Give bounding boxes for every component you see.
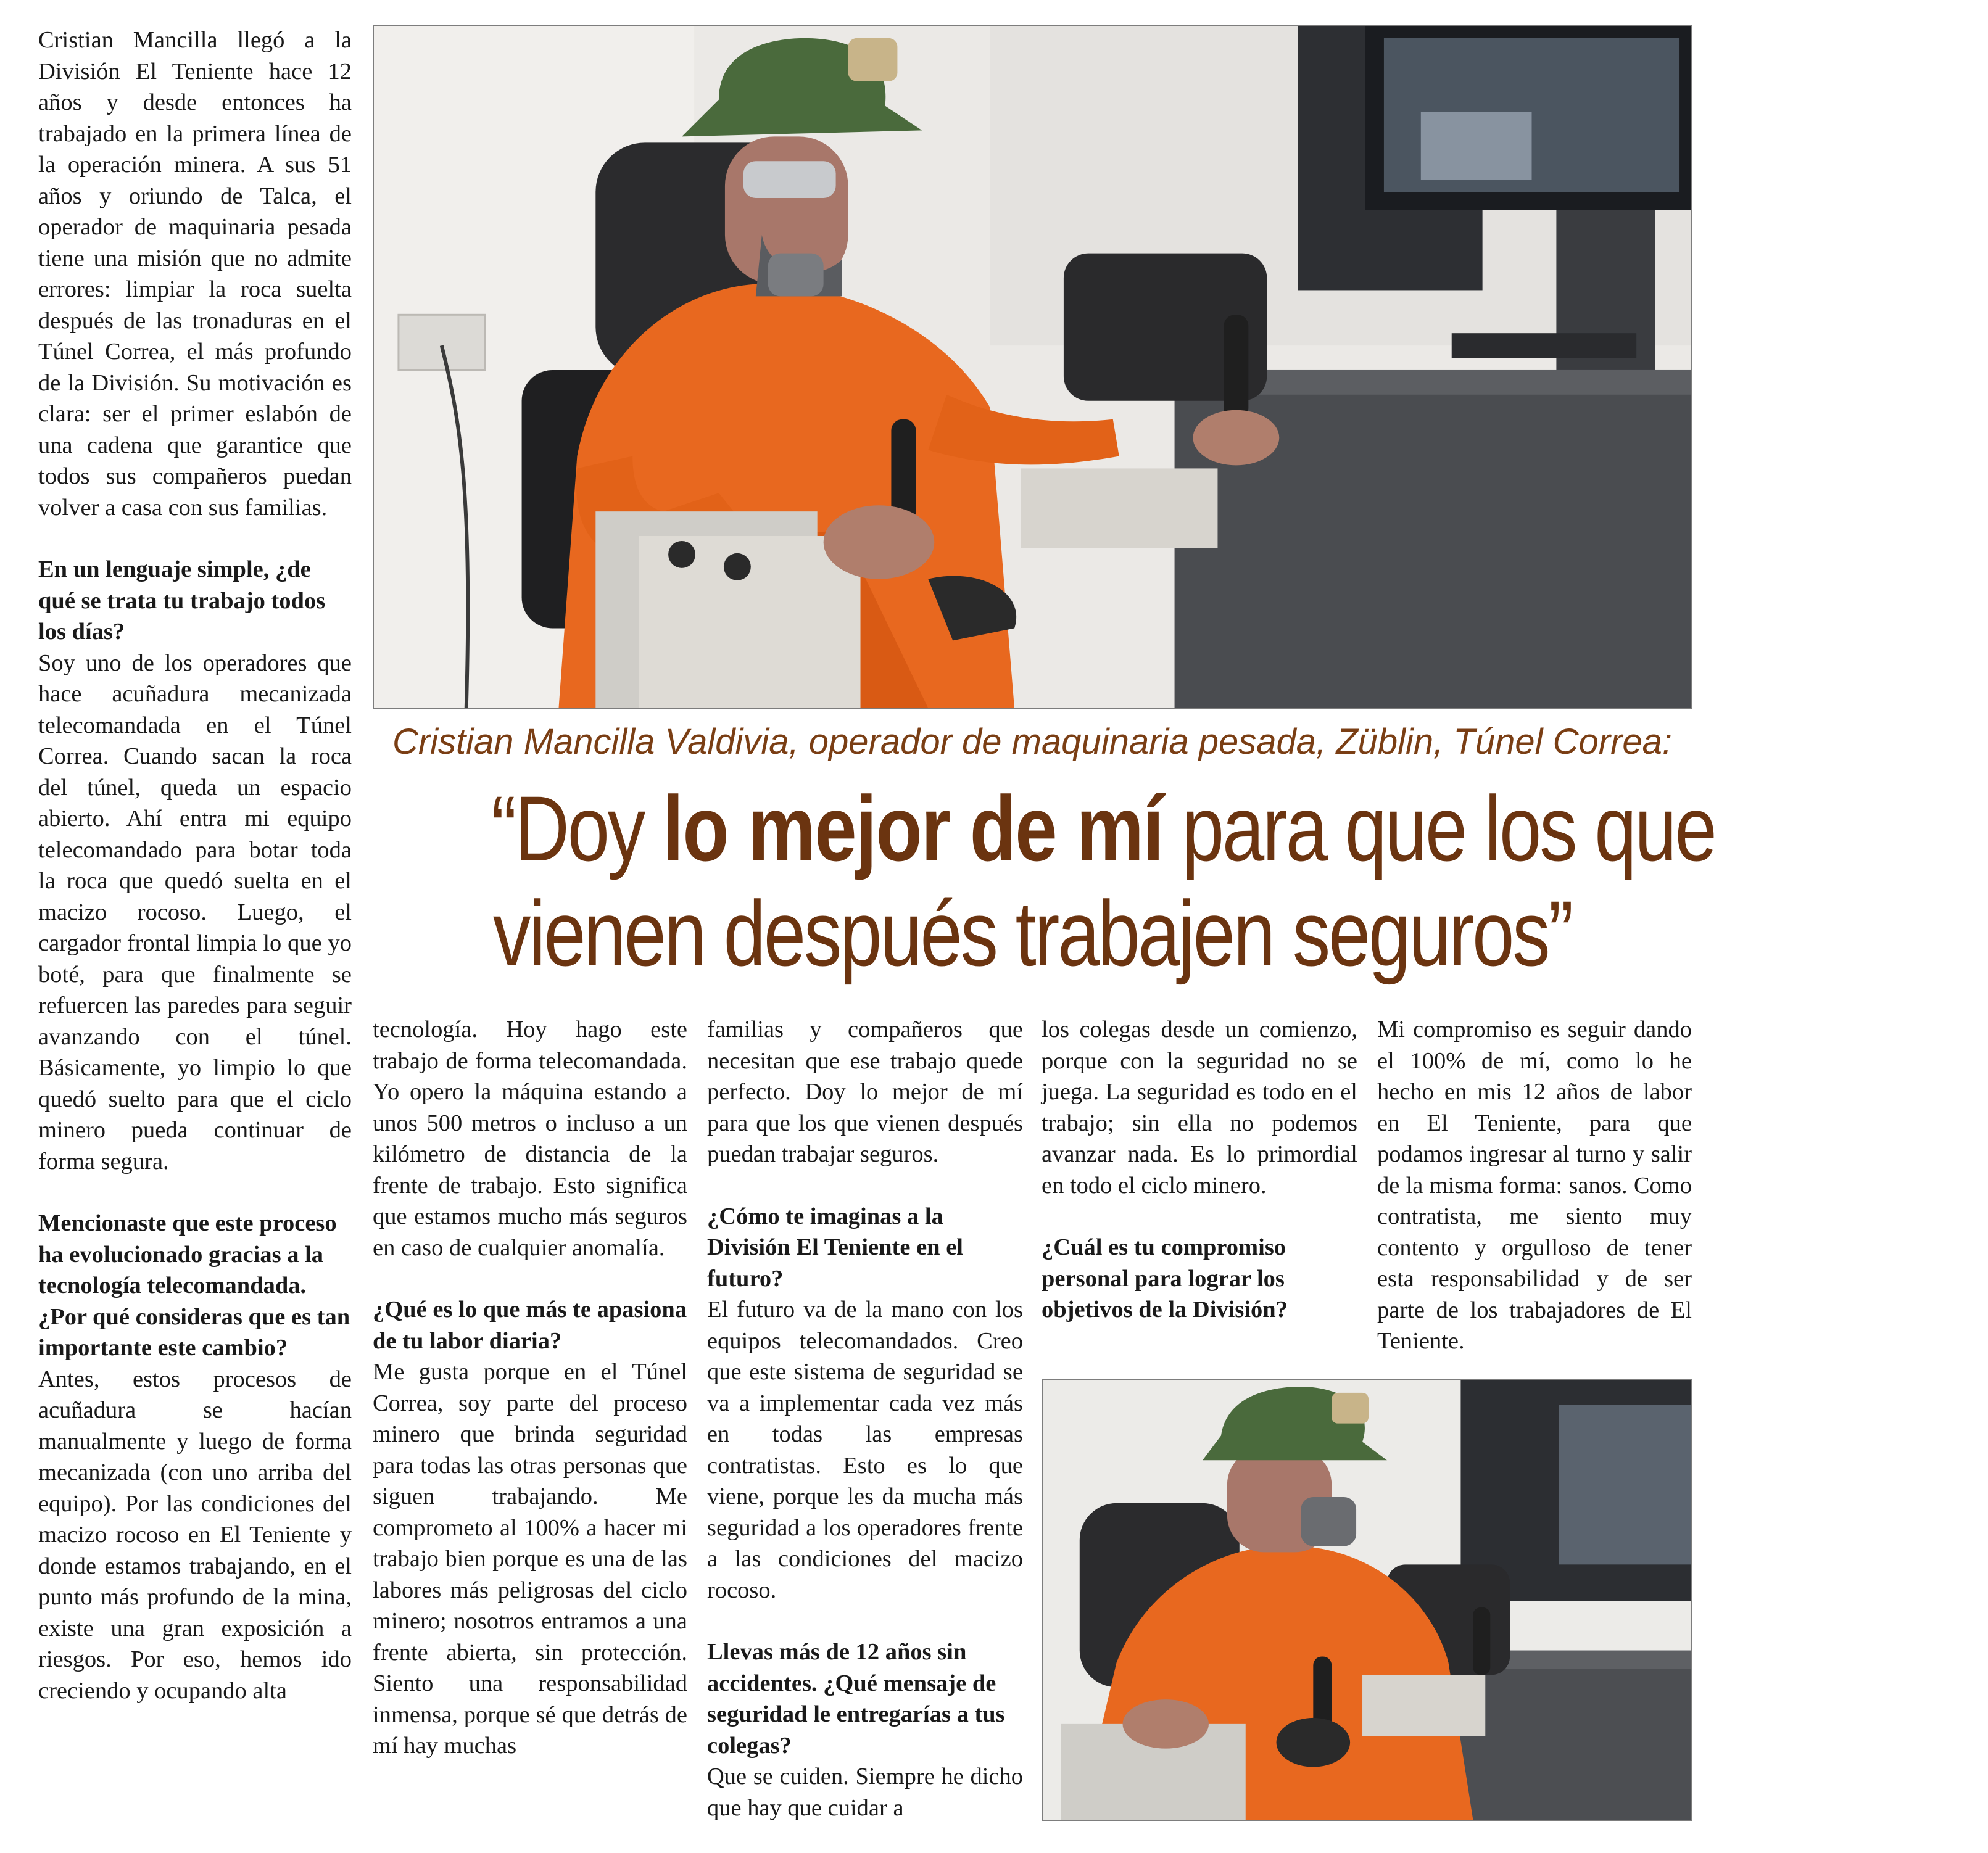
answer-2-part-2: tecnología. Hoy hago este trabajo de forma telecomandada. Yo opero la máquina estando a unos 500 metros o incluso a un kilómetro de distancia de la frente de trabajo. Esto significa que estamos mucho más seguros en caso de cualquier anomalía.	[373, 1017, 687, 1261]
answer-5-part-1: Que se cuiden. Siempre he dicho que hay que cuidar a	[707, 1764, 1023, 1821]
answer-1: Soy uno de los operadores que hace acuñadura mecanizada telecomandada en el Túnel Correa. Cuando sacan la roca del túnel, queda un espacio abierto. Ahí entra mi equipo telecomandado para botar toda la roca que quedó suelta en el macizo rocoso. Luego, el cargador frontal limpia lo que yo boté, para que finalmente se refuercen las paredes para seguir avanzando con el túnel. Básicamente, yo limpio lo que quedó suelto para que el ciclo minero pueda continuar de forma segura.	[38, 650, 352, 1174]
article-column-1	[38, 25, 352, 1706]
answer-3-part-2: familias y compañeros que necesitan que ese trabajo quede perfecto. Doy lo mejor de mí para que los que vienen después puedan trabajar seguros.	[707, 1017, 1023, 1167]
answer-5-part-2: los colegas desde un comienzo, porque con la seguridad no se juega. La seguridad es todo en el trabajo; sin ella no podemos avanzar nada. Es lo primordial en todo el ciclo minero.	[1042, 1017, 1357, 1199]
article-column-3	[707, 1014, 1023, 1823]
question-1: En un lenguaje simple, ¿de qué se trata tu trabajo todos los días?	[38, 556, 326, 645]
operator-main-photo	[373, 25, 1692, 709]
question-3: ¿Qué es lo que más te apasiona de tu labor diaria?	[373, 1297, 687, 1354]
question-2: Mencionaste que este proceso ha evolucionado gracias a la tecnología telecomandada. ¿Por qué consideras que es tan importante este cambio?	[38, 1210, 350, 1361]
answer-6: Mi compromiso es seguir dando el 100% de mí, como lo he hecho en mis 12 años de labor en El Teniente, para que podamos ingresar al turno y salir de la misma forma: sanos. Como contratista, me siento muy contento y orgulloso de tener esta responsabilidad y de ser parte de los trabajadores de El Teniente.	[1377, 1017, 1692, 1354]
answer-4: El futuro va de la mano con los equipos telecomandados. Creo que este sistema de seguridad se va a implementar cada vez más en todas las empresas contratistas. Esto es lo que viene, porque les da mucha más seguridad a los operadores frente a las condiciones del macizo rocoso.	[707, 1297, 1023, 1603]
headline	[491, 776, 1715, 986]
subheading: Cristian Mancilla Valdivia, operador de maquinaria pesada, Züblin, Túnel Correa:	[392, 722, 1673, 762]
question-6: ¿Cuál es tu compromiso personal para lograr los objetivos de la División?	[1042, 1234, 1288, 1323]
headline-part-2: para que los que	[1162, 777, 1715, 880]
article-column-5	[1377, 1014, 1692, 1357]
article-column-4	[1042, 1014, 1357, 1326]
headline-part-1: “Doy	[491, 777, 663, 880]
article-column-2	[373, 1014, 687, 1762]
intro-paragraph: Cristian Mancilla llegó a la División El Teniente hace 12 años y desde entonces ha trabajado en la primera línea de la operación minera. A sus 51 años y oriundo de Talca, el operador de maquinaria pesada tiene una misión que no admite errores: limpiar la roca suelta después de las tronaduras en el Túnel Correa, el más profundo de la División. Su motivación es clara: ser el primer eslabón de una cadena que garantice que todos sus compañeros puedan volver a casa con sus familias.	[38, 27, 352, 521]
question-4: ¿Cómo te imaginas a la División El Teniente en el futuro?	[707, 1203, 964, 1292]
headline-line-1	[491, 776, 1715, 881]
headline-line-2: vienen después trabajen seguros”	[492, 881, 1572, 985]
operator-secondary-photo	[1042, 1379, 1692, 1821]
answer-2-part-1: Antes, estos procesos de acuñadura se hacían manualmente y luego de forma mecanizada (con uno arriba del equipo). Por las condiciones del macizo rocoso en El Teniente y donde estamos trabajando, en el punto más profundo de la mina, existe una gran exposición a riesgos. Por eso, hemos ido creciendo y ocupando alta	[38, 1366, 352, 1704]
headline-emphasis: lo mejor de mí	[662, 777, 1163, 880]
answer-3-part-1: Me gusta porque en el Túnel Correa, soy parte del proceso minero que brinda seguridad para todas las otras personas que siguen trabajando. Me comprometo al 100% a hacer mi trabajo bien porque es una de las labores más peligrosas del ciclo minero; nosotros entramos a una frente abierta, sin protección. Siento una responsabilidad inmensa, porque sé que detrás de mí hay muchas	[373, 1359, 687, 1759]
question-5: Llevas más de 12 años sin accidentes. ¿Qué mensaje de seguridad le entregarías a tus colegas?	[707, 1639, 1005, 1759]
